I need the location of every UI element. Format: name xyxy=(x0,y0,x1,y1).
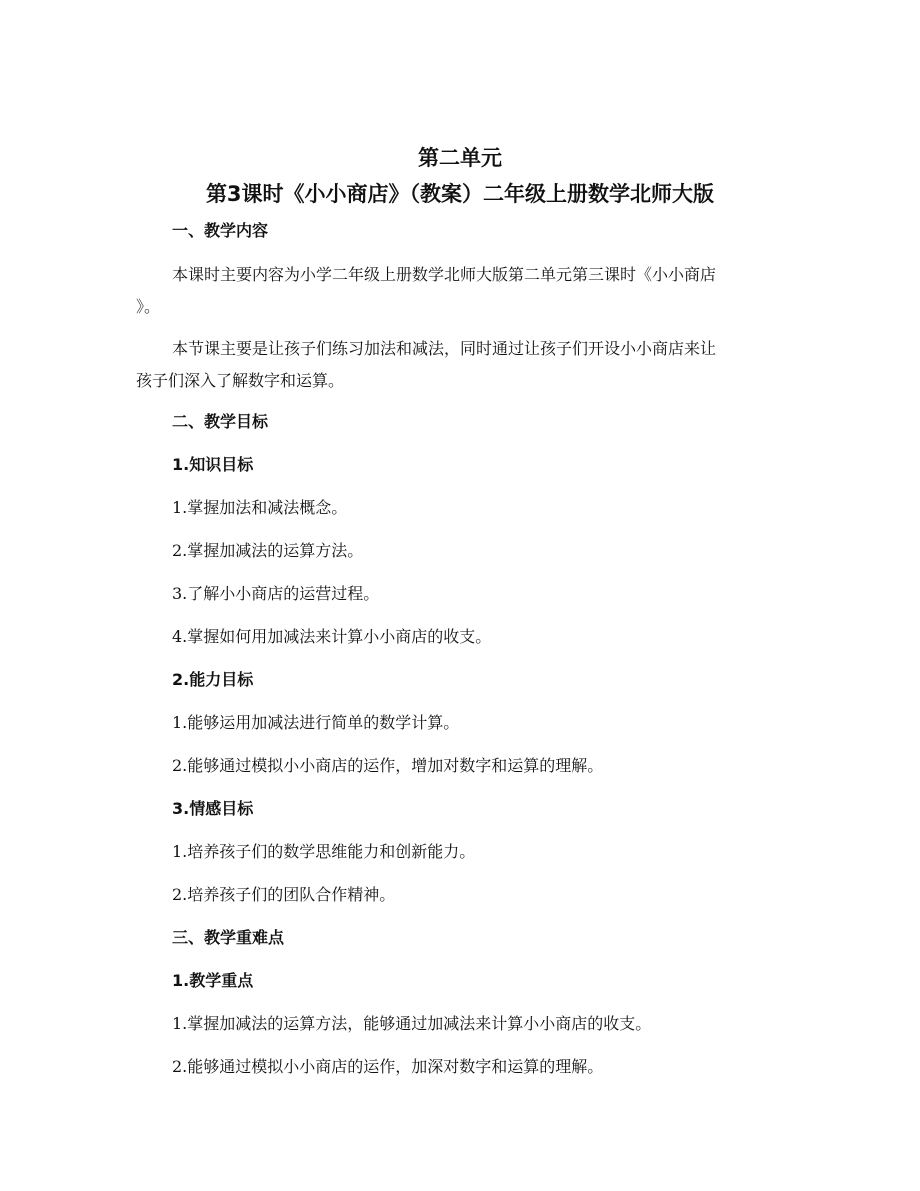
section-heading-keypoints: 三、教学重难点 xyxy=(172,928,285,947)
list-item: 4.掌握如何用加减法来计算小小商店的收支。 xyxy=(172,627,492,646)
list-item: 1.掌握加法和减法概念。 xyxy=(172,498,348,517)
section-heading-content: 一、教学内容 xyxy=(172,221,269,240)
list-item: 2.培养孩子们的团队合作精神。 xyxy=(172,885,396,904)
unit-title: 第二单元 xyxy=(418,146,502,170)
lesson-title: 第3课时《小小商店》（教案）二年级上册数学北师大版 xyxy=(205,182,715,206)
content-paragraph-2-line-1: 本节课主要是让孩子们练习加法和减法，同时通过让孩子们开设小小商店来让 xyxy=(172,339,717,358)
list-item: 1.培养孩子们的数学思维能力和创新能力。 xyxy=(172,842,476,861)
content-paragraph-1-line-1: 本课时主要内容为小学二年级上册数学北师大版第二单元第三课时《小小商店 xyxy=(172,265,717,284)
list-item: 1.掌握加减法的运算方法，能够通过加减法来计算小小商店的收支。 xyxy=(172,1014,652,1033)
list-item: 2.掌握加减法的运算方法。 xyxy=(172,541,364,560)
subheading-ability-goals: 2.能力目标 xyxy=(172,670,254,689)
subheading-knowledge-goals: 1.知识目标 xyxy=(172,455,254,474)
list-item: 2.能够通过模拟小小商店的运作，加深对数字和运算的理解。 xyxy=(172,1057,604,1076)
content-paragraph-1-line-2: 》。 xyxy=(136,297,161,316)
list-item: 2.能够通过模拟小小商店的运作，增加对数字和运算的理解。 xyxy=(172,756,604,775)
list-item: 1.能够运用加减法进行简单的数学计算。 xyxy=(172,713,460,732)
section-heading-goals: 二、教学目标 xyxy=(172,412,269,431)
list-item: 3.了解小小商店的运营过程。 xyxy=(172,584,380,603)
content-paragraph-2-line-2: 孩子们深入了解数字和运算。 xyxy=(136,371,345,390)
subheading-emotion-goals: 3.情感目标 xyxy=(172,799,254,818)
subheading-teaching-focus: 1.教学重点 xyxy=(172,971,254,990)
